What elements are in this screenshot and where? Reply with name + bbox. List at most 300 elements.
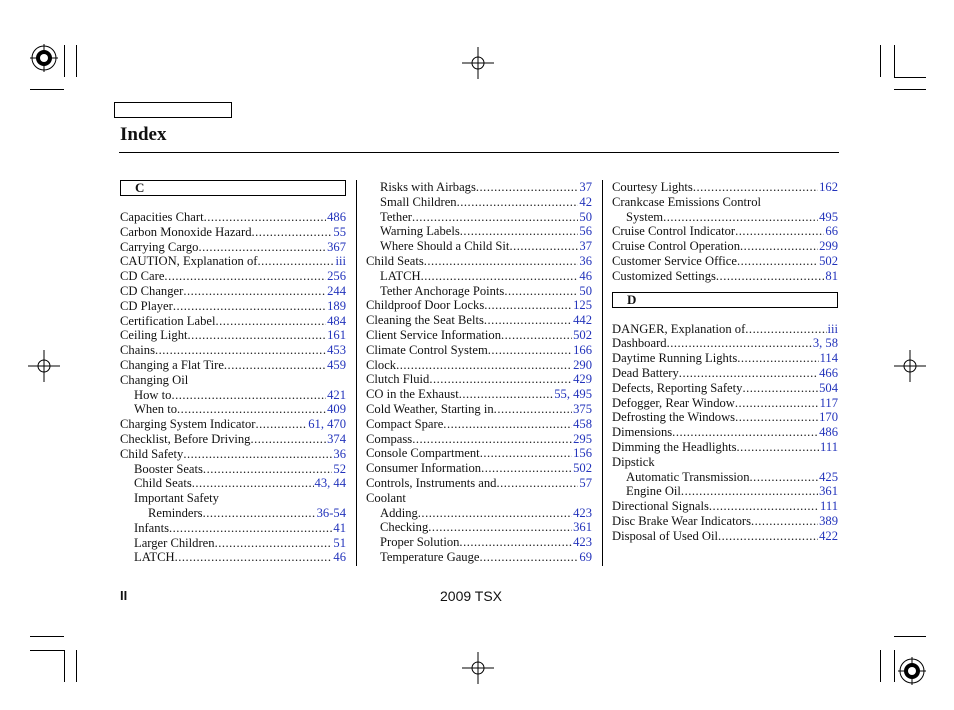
dot-leader: [215, 536, 333, 551]
index-entry: [612, 210, 838, 225]
dot-leader: [459, 535, 572, 550]
entry-text: Defogger, Rear Window: [612, 395, 735, 410]
index-entry: [366, 358, 592, 373]
index-entry: [612, 351, 838, 366]
index-entry: [612, 425, 838, 440]
entry-text: Cold Weather, Starting in: [366, 401, 494, 416]
dot-leader: [192, 476, 314, 491]
crosshair-icon: [462, 47, 494, 79]
dot-leader: [737, 440, 820, 455]
page-reference-link[interactable]: 36: [333, 446, 346, 461]
entry-text: Chains: [120, 343, 155, 358]
index-entry: [120, 432, 346, 447]
page-reference-link[interactable]: 37: [579, 239, 592, 254]
dot-leader: [745, 322, 826, 337]
dot-leader: [750, 470, 819, 485]
index-entry: [120, 225, 346, 240]
dot-leader: [693, 180, 818, 195]
dot-leader: [169, 521, 332, 536]
page-reference-link[interactable]: 46: [579, 268, 592, 283]
entry-text: LATCH: [380, 268, 421, 283]
page-reference-link[interactable]: 486: [819, 425, 838, 440]
entry-text: Reminders: [148, 505, 203, 520]
index-entry: [120, 284, 346, 299]
page-reference-link[interactable]: 502: [573, 461, 592, 476]
dot-leader: [679, 366, 818, 381]
index-entry: [120, 536, 346, 551]
dot-leader: [735, 396, 819, 411]
dot-leader: [257, 254, 334, 269]
index-entry: [366, 417, 592, 432]
entry-text: Console Compartment: [366, 446, 480, 461]
index-entry: [612, 529, 838, 544]
entry-text: Ceiling Light: [120, 328, 188, 343]
page-reference-link[interactable]: 50: [579, 209, 592, 224]
entry-text: Child Safety: [120, 446, 184, 461]
index-entry: [366, 343, 592, 358]
entry-text: CO in the Exhaust: [366, 387, 459, 402]
entry-text: Clock: [366, 357, 397, 372]
index-entry: [612, 410, 838, 425]
entry-text: Consumer Information: [366, 461, 482, 476]
index-entry: [120, 358, 346, 373]
index-entry: [366, 432, 592, 447]
entry-text: CD Care: [120, 269, 165, 284]
dot-leader: [718, 529, 818, 544]
page-reference-link[interactable]: 42: [579, 194, 592, 209]
entry-text: Defrosting the Windows: [612, 410, 736, 425]
index-entry: [120, 417, 346, 432]
page-reference-link[interactable]: 423: [573, 535, 592, 550]
index-entry: [120, 299, 346, 314]
page-reference-link[interactable]: 486: [327, 210, 346, 224]
page-reference-link[interactable]: 52: [333, 461, 346, 476]
entry-text: When to: [134, 402, 178, 417]
page-reference-link[interactable]: 361: [573, 520, 592, 535]
index-entry: [612, 239, 838, 254]
index-entry: [120, 328, 346, 343]
index-entry: [366, 402, 592, 417]
page-reference-link[interactable]: 117: [819, 395, 838, 410]
page-reference-link[interactable]: 367: [327, 239, 346, 254]
entry-text: Dimensions: [612, 425, 673, 440]
index-entry: [366, 180, 592, 195]
dot-leader: [737, 254, 818, 269]
entry-text: Client Service Information: [366, 327, 501, 342]
dot-leader: [479, 550, 578, 565]
dot-leader: [203, 462, 332, 477]
dot-leader: [496, 476, 578, 491]
index-entry: [612, 396, 838, 411]
page-reference-link[interactable]: 458: [573, 416, 592, 431]
entry-text: Temperature Gauge: [380, 549, 480, 564]
index-entry: [612, 514, 838, 529]
index-entry: [120, 254, 346, 269]
entry-text: CD Player: [120, 298, 173, 313]
index-list: [120, 210, 346, 565]
dot-leader: [183, 447, 332, 462]
page-reference-link[interactable]: iii: [827, 321, 838, 336]
entry-text: Automatic Transmission: [626, 469, 750, 484]
page-reference-link[interactable]: 66: [825, 224, 838, 239]
index-entry: [612, 499, 838, 514]
dot-leader: [428, 520, 572, 535]
dot-leader: [481, 461, 572, 476]
page-reference-link[interactable]: 361: [819, 484, 838, 499]
dot-leader: [175, 550, 333, 565]
entry-text: Controls, Instruments and: [366, 475, 497, 490]
index-entry: [366, 387, 592, 402]
dot-leader: [504, 284, 578, 299]
entry-text: Dipstick: [612, 454, 655, 469]
dot-leader: [188, 328, 327, 343]
page-reference-link[interactable]: 162: [819, 180, 838, 194]
entry-text: Risks with Airbags: [380, 180, 476, 194]
page-reference-link[interactable]: 125: [573, 298, 592, 313]
entry-text: Adding: [380, 505, 418, 520]
entry-text: Changing a Flat Tire: [120, 357, 224, 372]
entry-text: Larger Children: [134, 535, 215, 550]
page-reference-link[interactable]: 111: [820, 439, 838, 454]
page-reference-link[interactable]: 423: [573, 505, 592, 520]
index-list: [612, 322, 838, 544]
dot-leader: [484, 298, 572, 313]
entry-text: Customer Service Office: [612, 253, 737, 268]
page-reference-link[interactable]: 189: [327, 298, 346, 313]
dot-leader: [177, 402, 326, 417]
page-reference-link[interactable]: 69: [579, 549, 592, 564]
entry-text: Compact Spare: [366, 416, 444, 431]
entry-text: Checking: [380, 520, 429, 535]
dot-leader: [443, 417, 572, 432]
entry-text: Dashboard: [612, 336, 667, 351]
page-reference-link[interactable]: 161: [327, 328, 346, 343]
index-entry: [120, 550, 346, 565]
dot-leader: [663, 210, 818, 225]
section-header-c: C: [120, 180, 346, 196]
entry-text: Daytime Running Lights: [612, 351, 738, 366]
entry-text: Charging System Indicator: [120, 417, 256, 432]
entry-text: Checklist, Before Driving: [120, 431, 251, 446]
entry-text: Proper Solution: [380, 535, 460, 550]
entry-text: Directional Signals: [612, 499, 709, 514]
dot-leader: [215, 314, 326, 329]
entry-text: CD Changer: [120, 283, 184, 298]
dot-leader: [667, 336, 812, 351]
page-reference-link[interactable]: iii: [335, 254, 346, 269]
index-entry: [612, 366, 838, 381]
title-divider: [119, 152, 839, 153]
index-entry: [120, 506, 346, 521]
entry-text: Child Seats: [134, 476, 192, 491]
dot-leader: [509, 239, 578, 254]
entry-text: Carbon Monoxide Hazard: [120, 224, 252, 239]
entry-text: Where Should a Child Sit: [380, 239, 510, 254]
index-entry: [612, 381, 838, 396]
entry-text: DANGER, Explanation of: [612, 321, 746, 336]
page-reference-link[interactable]: 244: [327, 283, 346, 298]
column-divider: [356, 180, 357, 566]
page-reference-link[interactable]: 36: [579, 253, 592, 268]
page-reference-link[interactable]: 374: [327, 431, 346, 446]
page-reference-link[interactable]: 111: [820, 499, 838, 514]
index-entry: [120, 388, 346, 403]
dot-leader: [204, 210, 327, 225]
entry-text: Disposal of Used Oil: [612, 528, 718, 543]
dot-leader: [742, 381, 818, 396]
crosshair-icon: [462, 652, 494, 684]
dot-leader: [681, 484, 818, 499]
index-entry: [612, 254, 838, 269]
index-column-1: [120, 180, 346, 565]
page-reference-link[interactable]: 57: [579, 475, 592, 490]
entry-text: CAUTION, Explanation of: [120, 254, 258, 269]
entry-text: Disc Brake Wear Indicators: [612, 513, 751, 528]
entry-text: Cruise Control Operation: [612, 239, 741, 254]
index-entry: [366, 269, 592, 284]
dot-leader: [737, 351, 818, 366]
page-reference-link[interactable]: 389: [819, 513, 838, 528]
dot-leader: [735, 224, 824, 239]
page-reference-link[interactable]: 421: [327, 387, 346, 402]
entry-text: Carrying Cargo: [120, 239, 199, 254]
page-reference-link[interactable]: 37: [579, 180, 592, 194]
index-entry: [612, 484, 838, 499]
entry-text: Crankcase Emissions Control: [612, 194, 762, 209]
index-entry: [120, 269, 346, 284]
entry-text: Childproof Door Locks: [366, 298, 485, 313]
entry-text: Customized Settings: [612, 268, 716, 283]
page-reference-link[interactable]: 55: [333, 224, 346, 239]
dot-leader: [421, 269, 579, 284]
index-entry: [612, 224, 838, 239]
dot-leader: [740, 239, 818, 254]
entry-text: How to: [134, 387, 172, 402]
page-reference-link[interactable]: 3, 58: [812, 336, 838, 351]
dot-leader: [460, 224, 579, 239]
page-reference-link[interactable]: 453: [327, 343, 346, 358]
dot-leader: [412, 210, 578, 225]
dot-leader: [429, 372, 572, 387]
entry-text: Warning Labels: [380, 224, 460, 239]
entry-text: Clutch Fluid: [366, 372, 430, 387]
entry-text: Capacities Chart: [120, 210, 204, 224]
index-entry: [612, 195, 838, 210]
page-reference-link[interactable]: 36-54: [316, 505, 346, 520]
registration-target-icon: [30, 44, 58, 72]
section-header-d: D: [612, 292, 838, 308]
dot-leader: [224, 358, 326, 373]
index-entry: [120, 373, 346, 388]
page-reference-link[interactable]: 170: [819, 410, 838, 425]
entry-text: Climate Control System: [366, 342, 488, 357]
index-list: [366, 180, 592, 565]
entry-text: Dimming the Headlights: [612, 439, 737, 454]
dot-leader: [735, 410, 818, 425]
page-reference-link[interactable]: 495: [819, 209, 838, 224]
page-reference-link[interactable]: 114: [819, 351, 838, 366]
index-entry: [120, 447, 346, 462]
index-entry: [366, 461, 592, 476]
index-entry: [120, 314, 346, 329]
dot-leader: [198, 240, 326, 255]
index-entry: [612, 470, 838, 485]
dot-leader: [457, 195, 579, 210]
page-title: Index: [120, 124, 167, 145]
index-entry: [120, 343, 346, 358]
index-entry: [366, 535, 592, 550]
index-entry: [120, 402, 346, 417]
page-reference-link[interactable]: 502: [819, 253, 838, 268]
index-entry: [612, 322, 838, 337]
page-reference-link[interactable]: 425: [819, 469, 838, 484]
footer-model: 2009 TSX: [440, 588, 503, 604]
dot-leader: [418, 506, 572, 521]
dot-leader: [459, 387, 554, 402]
entry-text: Small Children: [380, 194, 457, 209]
header-tab-box: [114, 102, 232, 118]
entry-text: Coolant: [366, 490, 406, 505]
dot-leader: [424, 254, 579, 269]
index-entry: [366, 372, 592, 387]
dot-leader: [480, 446, 572, 461]
dot-leader: [250, 432, 326, 447]
index-entry: [612, 269, 838, 284]
page-reference-link[interactable]: 459: [327, 357, 346, 372]
index-list: [612, 180, 838, 284]
dot-leader: [488, 343, 572, 358]
page-reference-link[interactable]: 299: [819, 239, 838, 254]
index-entry: [366, 328, 592, 343]
footer-page-number: II: [120, 588, 128, 603]
page-reference-link[interactable]: 466: [819, 365, 838, 380]
page-reference-link[interactable]: 61, 470: [308, 417, 346, 432]
page-reference-link[interactable]: 156: [573, 446, 592, 461]
index-entry: [120, 476, 346, 491]
entry-text: Important Safety: [134, 491, 219, 506]
index-entry: [366, 550, 592, 565]
page-reference-link[interactable]: 166: [573, 342, 592, 357]
entry-text: System: [626, 209, 664, 224]
entry-text: Changing Oil: [120, 372, 189, 387]
entry-text: Dead Battery: [612, 365, 679, 380]
index-entry: [612, 180, 838, 195]
index-entry: [120, 210, 346, 225]
page-reference-link[interactable]: 41: [333, 520, 346, 535]
dot-leader: [716, 269, 825, 284]
index-entry: [366, 313, 592, 328]
page-reference-link[interactable]: 504: [819, 380, 838, 395]
page-reference-link[interactable]: 256: [327, 269, 346, 284]
index-column-2: [366, 180, 592, 565]
index-entry: [366, 520, 592, 535]
index-entry: [366, 284, 592, 299]
page-reference-link[interactable]: 50: [579, 283, 592, 298]
index-column-3: [612, 180, 838, 544]
dot-leader: [484, 313, 572, 328]
index-entry: [612, 336, 838, 351]
page-reference-link[interactable]: 484: [327, 313, 346, 328]
page-reference-link[interactable]: 290: [573, 357, 592, 372]
dot-leader: [476, 180, 579, 195]
index-entry: [120, 462, 346, 477]
entry-text: Tether: [380, 209, 412, 224]
page-reference-link[interactable]: 46: [333, 550, 346, 565]
dot-leader: [709, 499, 819, 514]
entry-text: Defects, Reporting Safety: [612, 380, 743, 395]
dot-leader: [396, 358, 572, 373]
entry-text: Booster Seats: [134, 461, 203, 476]
dot-leader: [494, 402, 572, 417]
index-entry: [366, 195, 592, 210]
crosshair-icon: [28, 350, 60, 382]
page-reference-link[interactable]: 442: [573, 313, 592, 328]
dot-leader: [155, 343, 326, 358]
index-entry: [120, 240, 346, 255]
index-entry: [612, 440, 838, 455]
entry-text: LATCH: [134, 550, 175, 565]
page-reference-link[interactable]: 56: [579, 224, 592, 239]
page-reference-link[interactable]: 409: [327, 402, 346, 417]
entry-text: Child Seats: [366, 253, 424, 268]
entry-text: Engine Oil: [626, 484, 681, 499]
dot-leader: [751, 514, 818, 529]
index-entry: [366, 254, 592, 269]
dot-leader: [252, 225, 333, 240]
page-reference-link[interactable]: 502: [573, 327, 592, 342]
index-entry: [366, 210, 592, 225]
dot-leader: [501, 328, 572, 343]
index-entry: [366, 506, 592, 521]
dot-leader: [255, 417, 307, 432]
dot-leader: [164, 269, 326, 284]
entry-text: Courtesy Lights: [612, 180, 693, 194]
entry-text: Tether Anchorage Points: [380, 283, 505, 298]
entry-text: Infants: [134, 520, 169, 535]
page-reference-link[interactable]: 429: [573, 372, 592, 387]
dot-leader: [183, 284, 326, 299]
entry-text: Cruise Control Indicator: [612, 224, 736, 239]
index-entry: [366, 476, 592, 491]
index-entry: [612, 455, 838, 470]
index-entry: [366, 491, 592, 506]
entry-text: Compass: [366, 431, 413, 446]
index-entry: [120, 491, 346, 506]
index-entry: [366, 239, 592, 254]
page-reference-link[interactable]: 295: [573, 431, 592, 446]
page-reference-link[interactable]: 81: [825, 268, 838, 283]
registration-target-icon: [898, 657, 926, 685]
entry-text: Certification Label: [120, 313, 216, 328]
index-entry: [366, 446, 592, 461]
dot-leader: [171, 388, 326, 403]
page-reference-link[interactable]: 422: [819, 528, 838, 543]
column-divider: [602, 180, 603, 566]
page-reference-link[interactable]: 55, 495: [554, 387, 592, 402]
page-reference-link[interactable]: 43, 44: [314, 476, 346, 491]
crosshair-icon: [894, 350, 926, 382]
index-entry: [366, 224, 592, 239]
page-reference-link[interactable]: 51: [333, 535, 346, 550]
index-entry: [366, 298, 592, 313]
dot-leader: [672, 425, 818, 440]
dot-leader: [203, 506, 316, 521]
page-reference-link[interactable]: 375: [573, 401, 592, 416]
entry-text: Cleaning the Seat Belts: [366, 313, 484, 328]
dot-leader: [173, 299, 326, 314]
index-entry: [120, 521, 346, 536]
dot-leader: [412, 432, 572, 447]
